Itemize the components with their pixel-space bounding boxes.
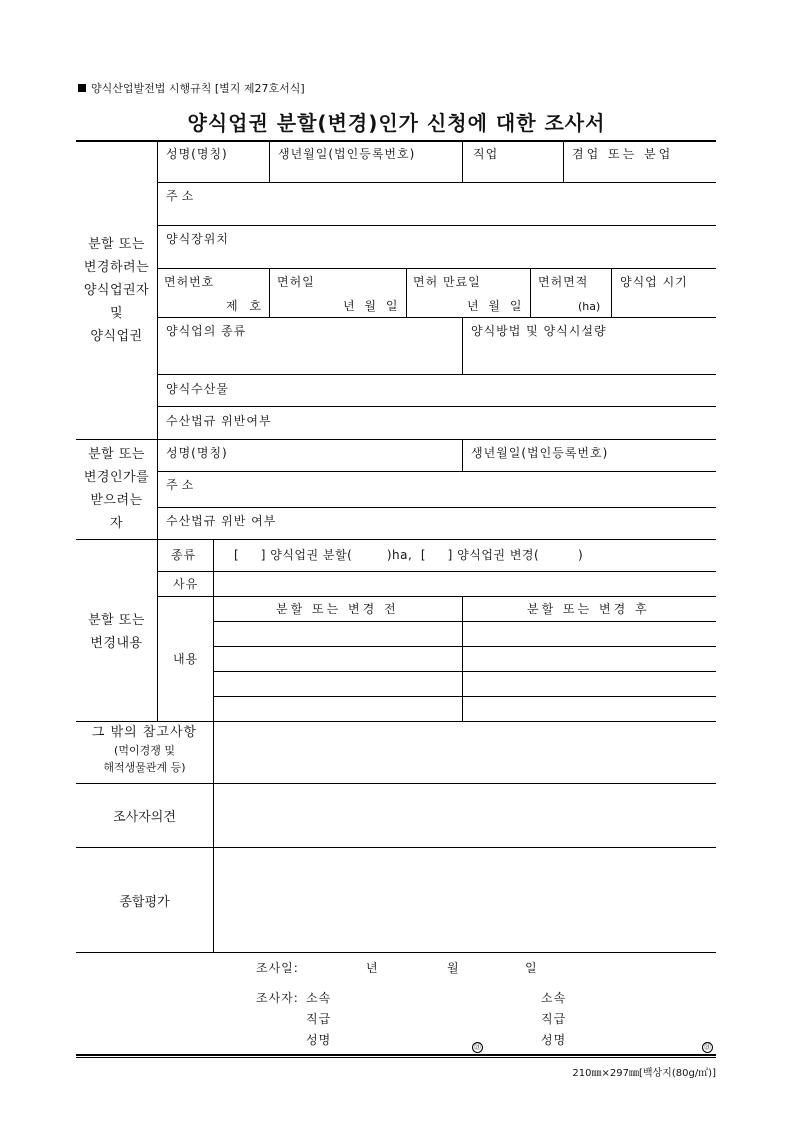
divider <box>76 847 716 848</box>
license-expiry-suffix: 년 월 일 <box>467 299 525 313</box>
license-area-field-label: 면허면적 <box>538 275 589 289</box>
section3-label-line: 변경내용 <box>90 636 143 651</box>
rank-label-2: 직급 <box>541 1012 567 1026</box>
section1-label-line: 변경하려는 <box>83 260 150 275</box>
opinion-label: 조사자의견 <box>113 810 176 825</box>
law-reference: 양식산업발전법 시행규칙 [별지 제27호서식] <box>91 82 305 95</box>
farm-location-field-label: 양식장위치 <box>166 232 229 246</box>
divider <box>157 596 716 597</box>
license-expiry-field-label: 면허 만료일 <box>413 275 481 289</box>
divider <box>213 696 716 697</box>
divider <box>157 406 716 407</box>
rank-label: 직급 <box>306 1012 332 1026</box>
content-field-label: 내용 <box>173 652 199 666</box>
divider <box>213 671 716 672</box>
divider <box>157 571 716 572</box>
divider <box>157 374 716 375</box>
notes-label <box>76 724 213 776</box>
section1-label-line: 양식업권 <box>90 329 143 344</box>
name-field-label: 성명(명칭) <box>166 147 228 161</box>
divider <box>157 268 716 269</box>
divider <box>611 268 612 317</box>
square-bullet-icon <box>78 84 86 92</box>
divider <box>76 539 716 540</box>
grantee-violation-field-label: 수산법규 위반 여부 <box>166 514 277 528</box>
inspector-label: 조사자: <box>256 991 299 1005</box>
kind-field-label: 종류 <box>171 548 197 562</box>
farm-method-field-label: 양식방법 및 양식시설량 <box>471 324 607 338</box>
survey-day: 일 <box>525 961 538 975</box>
section2-label-line: 변경인가를 <box>83 470 150 485</box>
before-column-header: 분할 또는 변경 전 <box>276 602 399 616</box>
table-top-border <box>76 140 716 142</box>
notes-sub: (먹이경쟁 및 <box>114 744 175 757</box>
products-field-label: 양식수산물 <box>166 382 229 396</box>
section2-label <box>76 443 157 535</box>
grantee-address-field-label: 주소 <box>166 478 198 492</box>
affiliation-label-2: 소속 <box>541 991 567 1005</box>
section2-label-line: 자 <box>109 516 124 531</box>
job-field-label: 직업 <box>473 147 499 161</box>
season-field-label: 양식업 시기 <box>620 275 688 289</box>
license-no-suffix: 제 호 <box>226 299 265 313</box>
notes-title: 그 밖의 참고사항 <box>91 725 198 740</box>
survey-month: 월 <box>447 961 460 975</box>
kind-options-text: [ ] 양식업권 분할( )ha, [ ] 양식업권 변경( ) <box>234 548 584 562</box>
divider <box>462 140 463 182</box>
affiliation-label: 소속 <box>306 991 332 1005</box>
reason-field-label: 사유 <box>173 577 199 591</box>
violation-field-label: 수산법규 위반여부 <box>166 414 272 428</box>
divider <box>462 439 463 471</box>
divider <box>462 317 463 374</box>
license-no-field-label: 면허번호 <box>164 275 215 289</box>
section3-label-line: 분할 또는 <box>88 613 145 628</box>
after-column-header: 분할 또는 변경 후 <box>527 602 650 616</box>
section1-label-line: 양식업권자 <box>83 283 150 298</box>
divider <box>269 140 270 182</box>
divider <box>76 1057 716 1058</box>
grantee-name-field-label: 성명(명칭) <box>166 446 228 460</box>
survey-date-label: 조사일: <box>256 961 299 975</box>
divider <box>157 225 716 226</box>
divider <box>76 721 716 722</box>
section1-label <box>76 233 157 348</box>
license-date-suffix: 년 월 일 <box>343 299 401 313</box>
seal-icon: ㉑ <box>474 1043 481 1051</box>
divider <box>213 646 716 647</box>
grantee-birth-field-label: 생년월일(법인등록번호) <box>471 446 609 460</box>
divider <box>530 268 531 317</box>
table-bottom-border <box>76 1054 716 1056</box>
farm-type-field-label: 양식업의 종류 <box>166 324 247 338</box>
divider <box>563 140 564 182</box>
section3-label <box>76 609 157 655</box>
notes-column-divider <box>213 721 214 952</box>
divider <box>213 539 214 721</box>
divider <box>462 596 463 721</box>
paper-spec: 210㎜×297㎜[백상지(80g/㎡)] <box>572 1068 716 1079</box>
name-label: 성명 <box>306 1033 332 1047</box>
section1-label-line: 분할 또는 <box>88 237 145 252</box>
license-date-field-label: 면허일 <box>277 275 315 289</box>
birth-field-label: 생년월일(법인등록번호) <box>278 147 416 161</box>
divider <box>213 621 716 622</box>
section2-label-line: 분할 또는 <box>88 447 145 462</box>
name-label-2: 성명 <box>541 1033 567 1047</box>
divider <box>157 507 716 508</box>
divider <box>157 182 716 183</box>
evaluation-label: 종합평가 <box>119 895 170 910</box>
divider <box>76 783 716 784</box>
divider <box>406 268 407 317</box>
divider <box>157 317 716 318</box>
divider <box>269 268 270 317</box>
side-job-field-label: 겸업 또는 분업 <box>572 147 674 161</box>
section1-label-line: 및 <box>109 306 124 321</box>
divider <box>76 952 716 953</box>
survey-year: 년 <box>366 961 379 975</box>
section2-label-line: 받으려는 <box>90 493 143 508</box>
label-column-divider <box>157 140 158 721</box>
seal-icon: ㉑ <box>704 1043 711 1051</box>
divider <box>157 471 716 472</box>
notes-sub: 해적생물관계 등) <box>103 761 186 774</box>
form-reference <box>78 80 305 96</box>
page-title: 양식업권 분할(변경)인가 신청에 대한 조사서 <box>187 111 606 135</box>
divider <box>76 439 716 440</box>
license-area-unit: (ha) <box>578 300 601 313</box>
address-field-label: 주소 <box>166 189 198 203</box>
